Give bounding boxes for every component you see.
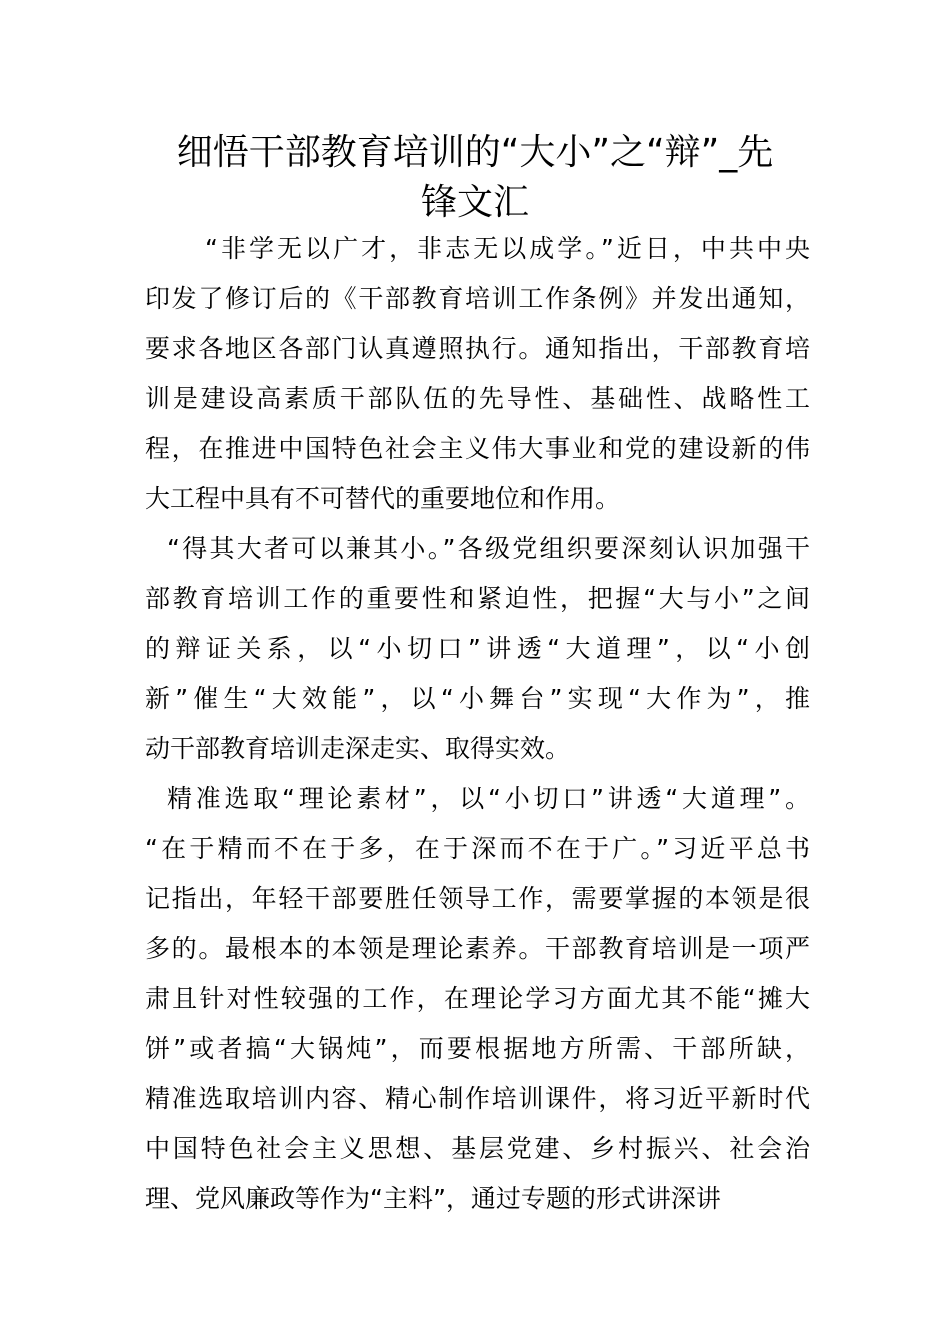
text-line: 理、党风廉政等作为“主料”，通过专题的形式讲深讲 [145,1184,721,1213]
text-line: “得其大者可以兼其小。”各级党组织要深刻认识加强干 [167,534,810,563]
text-line: 大工程中具有不可替代的重要地位和作用。 [145,484,621,513]
title-line: 细悟干部教育培训的“大小”之“辩”_先 [176,132,774,173]
text-line: 中国特色社会主义思想、基层党建、乡村振兴、社会治 [145,1134,810,1163]
paragraph [145,524,810,774]
text-line: 精准选取“理论素材”，以“小切口”讲透“大道理”。 [167,784,810,813]
text-line: 多的。最根本的本领是理论素养。干部教育培训是一项严 [145,934,810,963]
text-line: 饼”或者搞“大锅炖”，而要根据地方所需、干部所缺， [145,1034,810,1063]
text-line: 训是建设高素质干部队伍的先导性、基础性、战略性工 [145,384,810,413]
text-line: 印发了修订后的《干部教育培训工作条例》并发出通知， [145,284,810,313]
text-line: 要求各地区各部门认真遵照执行。通知指出，干部教育培 [145,334,810,363]
text-line: 部教育培训工作的重要性和紧迫性，把握“大与小”之间 [145,584,810,613]
document-body [145,224,810,1224]
text-line: 动干部教育培训走深走实、取得实效。 [145,734,571,763]
paragraph [145,224,810,524]
text-line: 的辩证关系，以“小切口”讲透“大道理”，以“小创 [145,634,810,663]
text-line: 精准选取培训内容、精心制作培训课件，将习近平新时代 [145,1084,810,1113]
text-line: 肃且针对性较强的工作，在理论学习方面尤其不能“摊大 [145,984,810,1013]
text-line: “非学无以广才，非志无以成学。”近日，中共中央 [205,234,810,263]
text-line: 程，在推进中国特色社会主义伟大事业和党的建设新的伟 [145,434,810,463]
document-title [145,128,805,228]
paragraph [145,774,810,1224]
text-line: 记指出，年轻干部要胜任领导工作，需要掌握的本领是很 [145,884,810,913]
text-line: 新”催生“大效能”，以“小舞台”实现“大作为”，推 [145,684,810,713]
title-line: 锋文汇 [420,182,529,223]
text-line: “在于精而不在于多，在于深而不在于广。”习近平总书 [145,834,810,863]
